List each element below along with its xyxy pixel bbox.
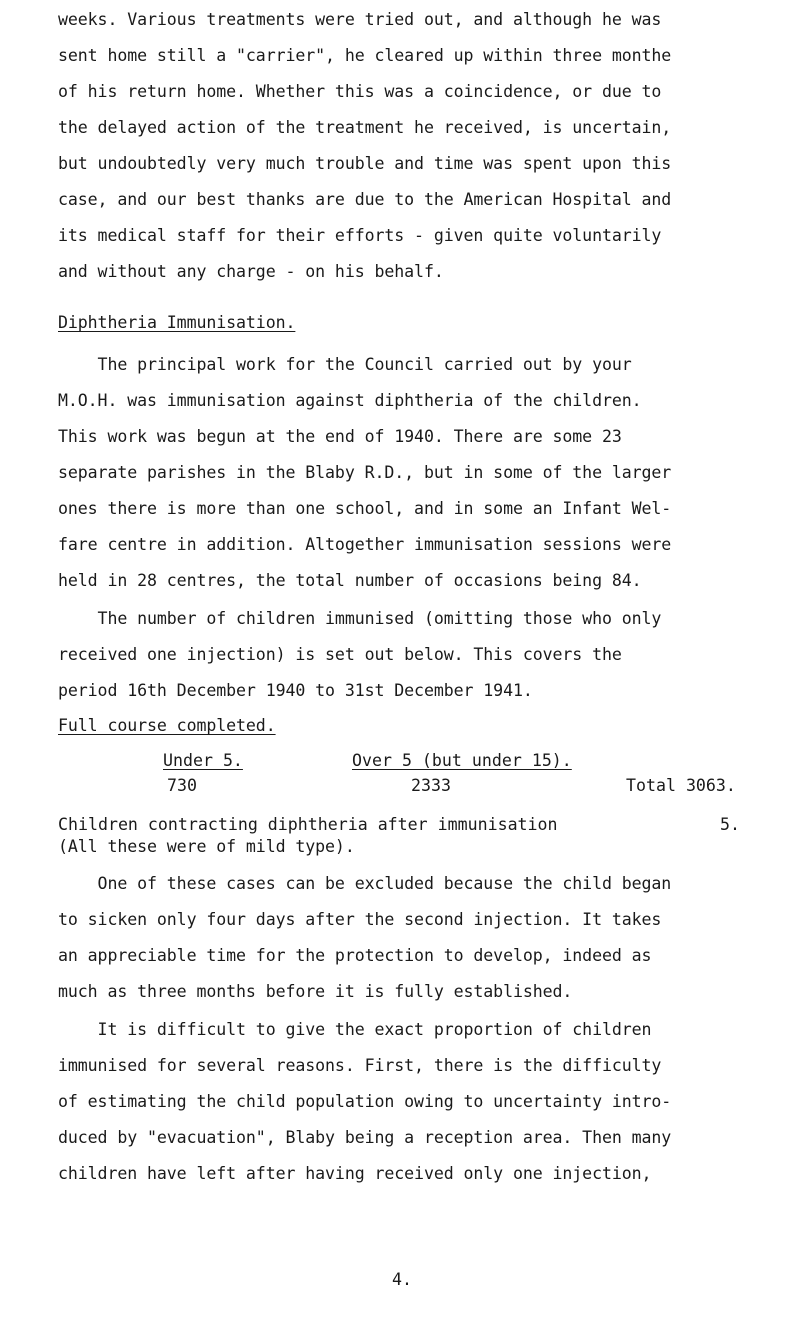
text-line: One of these cases can be excluded because the child began [58,874,672,893]
col-under-5-header: Under 5. [163,751,243,770]
text-line: The principal work for the Council carried out by your [58,355,632,374]
text-line: separate parishes in the Blaby R.D., but in some of the larger [58,463,672,482]
text-line: case, and our best thanks are due to the American Hospital and [58,190,672,209]
page-number: 4. [392,1270,412,1289]
text-line: duced by "evacuation", Blaby being a reception area. Then many [58,1128,672,1147]
contracting-text: Children contracting diphtheria after immunisation [58,815,558,834]
text-line: to sicken only four days after the second injection. It takes [58,910,662,929]
text-line: immunised for several reasons. First, there is the difficulty [58,1056,662,1075]
text-line: held in 28 centres, the total number of occasions being 84. [58,571,642,590]
text-line: weeks. Various treatments were tried out, and although he was [58,10,662,29]
text-line: of estimating the child population owing to uncertainty intro- [58,1092,672,1111]
col-over-5-value: 2333 [411,776,451,795]
col-over-5-header: Over 5 (but under 15). [352,751,572,770]
text-line: received one injection) is set out below. This covers the [58,645,622,664]
text-line: its medical staff for their efforts - given quite voluntarily [58,226,662,245]
total-value: Total 3063. [626,776,736,795]
col-under-5-value: 730 [167,776,197,795]
text-line: the delayed action of the treatment he received, is uncertain, [58,118,672,137]
text-line: children have left after having received only one injection, [58,1164,652,1183]
text-line: fare centre in addition. Altogether immunisation sessions were [58,535,672,554]
text-line: The number of children immunised (omitting those who only [58,609,662,628]
text-line: period 16th December 1940 to 31st December 1941. [58,681,533,700]
text-line: sent home still a "carrier", he cleared up within three monthe [58,46,672,65]
section-heading: Diphtheria Immunisation. [58,313,296,332]
contracting-note: (All these were of mild type). [58,837,355,856]
contracting-value: 5. [720,815,740,834]
text-line: much as three months before it is fully established. [58,982,573,1001]
text-line: and without any charge - on his behalf. [58,262,444,281]
subheading-full-course: Full course completed. [58,716,276,735]
text-line: ones there is more than one school, and in some an Infant Wel- [58,499,672,518]
text-line: This work was begun at the end of 1940. There are some 23 [58,427,622,446]
text-line: of his return home. Whether this was a coincidence, or due to [58,82,662,101]
text-line: M.O.H. was immunisation against diphtheria of the children. [58,391,642,410]
text-line: an appreciable time for the protection to develop, indeed as [58,946,652,965]
text-line: It is difficult to give the exact proportion of children [58,1020,652,1039]
text-line: but undoubtedly very much trouble and time was spent upon this [58,154,672,173]
